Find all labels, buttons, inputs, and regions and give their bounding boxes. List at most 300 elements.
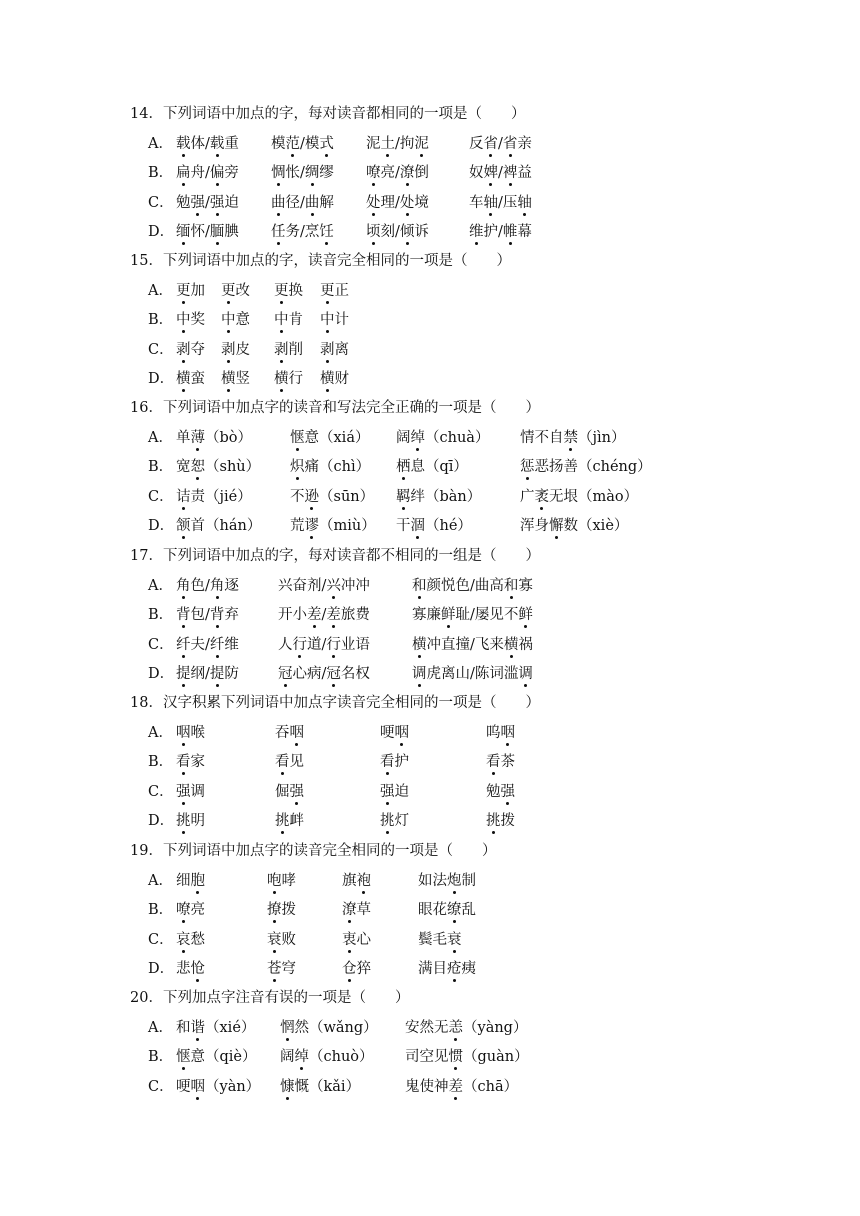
question-stem: 16．下列词语中加点字的读音和写法完全正确的一项是（ ） bbox=[130, 400, 540, 416]
term-text: 维 bbox=[224, 636, 239, 653]
option-term bbox=[412, 664, 533, 684]
term-text: 制 bbox=[461, 872, 476, 889]
dotted-char: 兴 bbox=[326, 577, 341, 594]
option-row[interactable] bbox=[148, 635, 848, 655]
dotted-char: 嘹 bbox=[366, 165, 381, 181]
option-term bbox=[280, 1077, 360, 1097]
option-term bbox=[176, 1077, 260, 1097]
option-row[interactable] bbox=[148, 134, 848, 154]
term-text: 缪 bbox=[319, 165, 334, 181]
option-term bbox=[176, 134, 239, 154]
dotted-char: 曲 bbox=[271, 194, 286, 211]
dotted-char: 咽 bbox=[176, 724, 191, 741]
term-text: 腆 bbox=[224, 224, 239, 240]
term-text: 阔 bbox=[280, 1049, 295, 1065]
term-text: 意（qiè） bbox=[190, 1049, 257, 1065]
question-stem: 14．下列词语中加点的字，每对读音都相同的一项是（ ） bbox=[130, 106, 526, 122]
term-text: 广 bbox=[520, 488, 535, 505]
option-term bbox=[469, 222, 532, 242]
dotted-char: 嘹 bbox=[176, 902, 191, 918]
term-text: （chuò） bbox=[309, 1049, 374, 1065]
option-term bbox=[320, 369, 349, 389]
term-text: 道/ bbox=[307, 636, 327, 653]
term-text: 旗 bbox=[342, 872, 357, 889]
option-term bbox=[176, 900, 205, 920]
option-term bbox=[290, 516, 376, 536]
option-term bbox=[405, 1077, 518, 1097]
term-text: 刻/ bbox=[380, 224, 400, 240]
option-term bbox=[412, 635, 533, 655]
term-text: 绊（bàn） bbox=[410, 488, 482, 505]
dotted-char: 挑 bbox=[176, 813, 191, 829]
option-term bbox=[267, 959, 296, 979]
option-label: A． bbox=[148, 282, 173, 299]
dotted-char: 背 bbox=[176, 607, 191, 623]
option-term bbox=[280, 1018, 378, 1038]
dotted-char: 逊 bbox=[304, 488, 319, 505]
option-row[interactable] bbox=[148, 1047, 848, 1067]
dotted-char: 横 bbox=[176, 371, 191, 387]
option-term bbox=[320, 340, 349, 360]
term-text: 责（jié） bbox=[190, 488, 252, 505]
term-text: 体/ bbox=[190, 135, 210, 152]
dotted-char: 差 bbox=[307, 607, 322, 623]
dotted-char: 缭 bbox=[447, 902, 462, 918]
option-label: B． bbox=[148, 165, 174, 181]
option-term bbox=[486, 723, 515, 743]
term-text: /模 bbox=[300, 135, 320, 152]
option-label: D． bbox=[148, 961, 175, 977]
dotted-char: 衰 bbox=[447, 931, 462, 948]
option-term bbox=[267, 900, 296, 920]
option-term bbox=[418, 930, 462, 950]
dotted-char: 角 bbox=[209, 577, 225, 594]
dotted-char: 哀 bbox=[176, 931, 191, 948]
dotted-char: 腼 bbox=[209, 224, 225, 240]
dotted-char: 绰 bbox=[410, 429, 425, 446]
term-text: 意（xiá） bbox=[304, 429, 370, 446]
term-text: 痛（chì） bbox=[304, 459, 371, 475]
term-text: 重 bbox=[224, 135, 239, 152]
option-row[interactable] bbox=[148, 457, 848, 477]
dotted-char: 泥 bbox=[414, 135, 429, 152]
term-text: （sūn） bbox=[319, 488, 375, 505]
term-text: 离 bbox=[334, 341, 349, 358]
term-text: 浑身 bbox=[520, 518, 549, 534]
dotted-char: 纤 bbox=[176, 636, 191, 653]
option-row[interactable] bbox=[148, 752, 848, 772]
term-text: 怀/ bbox=[190, 224, 210, 240]
option-row[interactable] bbox=[148, 605, 848, 625]
dotted-char: 横 bbox=[221, 371, 236, 387]
option-term bbox=[405, 1018, 527, 1038]
term-text: /拘 bbox=[395, 135, 415, 152]
dotted-char: 潦 bbox=[342, 902, 357, 918]
option-term bbox=[176, 576, 239, 596]
dotted-char: 炮 bbox=[447, 872, 462, 889]
dotted-char: 倾 bbox=[399, 224, 415, 240]
option-term bbox=[418, 900, 476, 920]
option-label: D． bbox=[148, 224, 175, 240]
option-term bbox=[520, 457, 652, 477]
dotted-char: 咽 bbox=[500, 724, 515, 741]
option-term bbox=[278, 635, 370, 655]
term-text: 肯 bbox=[288, 312, 303, 328]
option-term bbox=[267, 930, 296, 950]
dotted-char: 惆 bbox=[271, 165, 286, 181]
dotted-char: 颔 bbox=[176, 518, 191, 534]
option-term bbox=[520, 428, 625, 448]
option-row[interactable] bbox=[148, 871, 848, 891]
option-term bbox=[412, 605, 533, 625]
term-text: 祸 bbox=[518, 636, 533, 653]
term-text: 和 bbox=[176, 1019, 191, 1036]
option-term bbox=[280, 1047, 374, 1067]
term-text: 行 bbox=[288, 371, 303, 387]
dotted-char: 鲜 bbox=[441, 607, 456, 623]
term-text: 皮 bbox=[235, 341, 250, 358]
dotted-char: 谐 bbox=[190, 1019, 205, 1036]
option-term bbox=[486, 752, 515, 772]
option-label: C． bbox=[148, 194, 174, 211]
option-term bbox=[290, 457, 370, 477]
term-text: 耻/屡见不 bbox=[455, 607, 519, 623]
option-term bbox=[275, 782, 304, 802]
dotted-char: 惩 bbox=[520, 459, 535, 475]
option-row[interactable] bbox=[148, 1077, 848, 1097]
dotted-char: 咽 bbox=[289, 724, 304, 741]
option-row[interactable] bbox=[148, 782, 848, 802]
term-text: 虎离山/陈词滥 bbox=[426, 666, 519, 682]
dotted-char: 纤 bbox=[209, 636, 225, 653]
term-text: 眼花 bbox=[418, 902, 447, 918]
option-term bbox=[221, 281, 250, 301]
option-term bbox=[396, 457, 468, 477]
dotted-char: 帷 bbox=[502, 224, 518, 240]
term-text: 迫 bbox=[224, 194, 239, 211]
option-term bbox=[176, 959, 205, 979]
option-row[interactable] bbox=[148, 163, 848, 183]
term-text: 不 bbox=[290, 488, 305, 505]
dotted-char: 中 bbox=[221, 312, 236, 328]
dotted-char: 惬 bbox=[176, 1049, 191, 1065]
dotted-char: 处 bbox=[366, 194, 381, 211]
term-text: （miù） bbox=[319, 518, 376, 534]
option-row[interactable] bbox=[148, 1018, 848, 1038]
option-row[interactable] bbox=[148, 516, 848, 536]
option-term bbox=[176, 193, 239, 213]
term-text: 勉 bbox=[486, 783, 501, 800]
term-text: 护 bbox=[394, 754, 409, 770]
dotted-char: 婢 bbox=[483, 165, 498, 181]
option-term bbox=[342, 900, 371, 920]
dotted-char: 疮 bbox=[447, 961, 462, 977]
term-text: 模 bbox=[271, 135, 286, 152]
term-text: 哮 bbox=[281, 872, 296, 889]
option-term bbox=[176, 222, 239, 242]
dotted-char: 惯 bbox=[448, 1049, 463, 1065]
option-label: A． bbox=[148, 429, 173, 446]
option-row[interactable] bbox=[148, 369, 848, 389]
term-text: 鬓毛 bbox=[418, 931, 447, 948]
term-text: 开小 bbox=[278, 607, 307, 623]
dotted-char: 更 bbox=[176, 282, 191, 299]
term-text: 冲直撞/飞来 bbox=[426, 636, 504, 653]
term-text: 喉 bbox=[190, 724, 205, 741]
option-term bbox=[271, 222, 334, 242]
dotted-char: 角 bbox=[176, 577, 191, 594]
dotted-char: 载 bbox=[209, 135, 225, 152]
option-label: C． bbox=[148, 341, 174, 358]
dotted-char: 冠 bbox=[278, 666, 293, 682]
option-term bbox=[274, 281, 303, 301]
dotted-char: 范 bbox=[285, 135, 300, 152]
dotted-char: 看 bbox=[275, 754, 290, 770]
option-label: C． bbox=[148, 1078, 174, 1095]
dotted-char: 强 bbox=[500, 783, 515, 800]
dotted-char: 咆 bbox=[267, 872, 282, 889]
term-text: 宽 bbox=[176, 459, 191, 475]
term-text: 夫/ bbox=[190, 636, 210, 653]
option-term bbox=[176, 871, 205, 891]
term-text: 计 bbox=[334, 312, 349, 328]
term-text: 蛮 bbox=[190, 371, 205, 387]
option-term bbox=[271, 163, 334, 183]
term-text: / bbox=[498, 135, 503, 152]
option-term bbox=[271, 134, 334, 154]
option-label: D． bbox=[148, 666, 175, 682]
term-text: 正 bbox=[334, 282, 349, 299]
term-text: 弃 bbox=[224, 607, 239, 623]
term-text: 哽 bbox=[176, 1078, 191, 1095]
term-text: 兴奋剂/ bbox=[278, 577, 327, 594]
option-term bbox=[275, 811, 304, 831]
term-text: 细 bbox=[176, 872, 191, 889]
dotted-char: 惬 bbox=[290, 429, 305, 446]
option-row[interactable] bbox=[148, 310, 848, 330]
dotted-char: 提 bbox=[176, 666, 191, 682]
option-label: A． bbox=[148, 577, 173, 594]
dotted-char: 炽 bbox=[290, 459, 305, 475]
term-text: 护/ bbox=[483, 224, 503, 240]
option-term bbox=[176, 340, 205, 360]
term-text: 慨（kǎi） bbox=[294, 1078, 361, 1095]
dotted-char: 挑 bbox=[380, 813, 395, 829]
option-term bbox=[380, 782, 409, 802]
option-term bbox=[274, 340, 303, 360]
term-text: 色/ bbox=[190, 577, 210, 594]
option-term bbox=[520, 487, 638, 507]
term-text: 调 bbox=[190, 783, 205, 800]
option-term bbox=[176, 605, 239, 625]
term-text: 衅 bbox=[289, 813, 304, 829]
term-text: （hé） bbox=[425, 518, 472, 534]
option-row[interactable] bbox=[148, 340, 848, 360]
term-text: 人 bbox=[278, 636, 293, 653]
option-row[interactable] bbox=[148, 723, 848, 743]
option-label: D． bbox=[148, 813, 175, 829]
term-text: 息（qī） bbox=[410, 459, 468, 475]
term-text: 泥 bbox=[366, 135, 381, 152]
term-text: 包/ bbox=[190, 607, 210, 623]
term-text: 亮 bbox=[190, 902, 205, 918]
option-row[interactable] bbox=[148, 487, 848, 507]
term-text: 满目 bbox=[418, 961, 447, 977]
option-term bbox=[176, 811, 205, 831]
term-text: 如法 bbox=[418, 872, 447, 889]
term-text: 败 bbox=[281, 931, 296, 948]
option-term bbox=[176, 516, 261, 536]
term-text: 干 bbox=[396, 518, 411, 534]
term-text: 舟/ bbox=[190, 165, 210, 181]
dotted-char: 栖 bbox=[396, 459, 411, 475]
term-text: / bbox=[321, 607, 327, 623]
term-text: 单 bbox=[176, 429, 191, 446]
term-text: 财 bbox=[334, 371, 349, 387]
option-term bbox=[320, 310, 349, 330]
dotted-char: 羁 bbox=[396, 488, 411, 505]
option-row[interactable] bbox=[148, 959, 848, 979]
term-text: 削 bbox=[288, 341, 303, 358]
dotted-char: 仓 bbox=[342, 961, 357, 977]
dotted-char: 和 bbox=[412, 577, 427, 594]
dotted-char: 背 bbox=[209, 607, 225, 623]
dotted-char: 土 bbox=[380, 135, 395, 152]
term-text: 境 bbox=[414, 194, 429, 211]
term-text: （chā） bbox=[463, 1078, 519, 1095]
dotted-char: 提 bbox=[209, 666, 225, 682]
option-term bbox=[176, 752, 205, 772]
term-text: （xié） bbox=[205, 1019, 256, 1036]
question-stem: 17．下列词语中加点的字，每对读音都不相同的一组是（ ） bbox=[130, 548, 540, 564]
dotted-char: 曲 bbox=[304, 194, 320, 211]
option-row[interactable] bbox=[148, 664, 848, 684]
dotted-char: 剥 bbox=[221, 341, 236, 358]
option-row[interactable] bbox=[148, 811, 848, 831]
dotted-char: 看 bbox=[176, 754, 191, 770]
option-row[interactable] bbox=[148, 222, 848, 242]
term-text: 务/烹 bbox=[285, 224, 320, 240]
dotted-char: 轴 bbox=[517, 194, 532, 211]
option-term bbox=[486, 811, 515, 831]
option-label: A． bbox=[148, 724, 173, 741]
option-term bbox=[520, 516, 628, 536]
term-text: 痍 bbox=[461, 961, 476, 977]
dotted-char: 省 bbox=[483, 135, 498, 152]
option-row[interactable] bbox=[148, 281, 848, 301]
option-term bbox=[274, 369, 303, 389]
option-term bbox=[342, 959, 371, 979]
term-text: 颜悦色/曲高 bbox=[426, 577, 504, 594]
dotted-char: 饪 bbox=[319, 224, 334, 240]
term-text: 草 bbox=[356, 902, 371, 918]
dotted-char: 惘 bbox=[280, 1019, 295, 1036]
option-term bbox=[221, 340, 250, 360]
option-term bbox=[278, 605, 370, 625]
dotted-char: 懈 bbox=[549, 518, 564, 534]
question-stem: 20．下列加点字注音有误的一项是（ ） bbox=[130, 990, 410, 1006]
term-text: 情不自 bbox=[520, 429, 564, 446]
dotted-char: 更 bbox=[274, 282, 289, 299]
term-text: （shù） bbox=[205, 459, 261, 475]
dotted-char: 行 bbox=[326, 636, 341, 653]
option-label: B． bbox=[148, 754, 174, 770]
term-text: 迫 bbox=[394, 783, 409, 800]
term-text: 改 bbox=[235, 282, 250, 299]
option-row[interactable] bbox=[148, 900, 848, 920]
term-text: 首（hán） bbox=[190, 518, 262, 534]
dotted-char: 挑 bbox=[275, 813, 290, 829]
dotted-char: 强 bbox=[289, 783, 304, 800]
option-label: A． bbox=[148, 1019, 173, 1036]
dotted-char: 横 bbox=[320, 371, 335, 387]
term-text: 意 bbox=[235, 312, 250, 328]
dotted-char: 调 bbox=[518, 666, 533, 682]
term-text: / bbox=[498, 165, 503, 181]
dotted-char: 任 bbox=[271, 224, 286, 240]
dotted-char: 袤 bbox=[534, 488, 549, 505]
term-text: /压 bbox=[498, 194, 518, 211]
term-text: 防 bbox=[224, 666, 239, 682]
term-text: 明 bbox=[190, 813, 205, 829]
option-row[interactable] bbox=[148, 428, 848, 448]
option-row[interactable] bbox=[148, 576, 848, 596]
option-term bbox=[176, 1018, 255, 1038]
term-text: 亲 bbox=[517, 135, 532, 152]
dotted-char: 差 bbox=[326, 607, 341, 623]
term-text: 车 bbox=[469, 194, 484, 211]
dotted-char: 怆 bbox=[190, 961, 205, 977]
term-text: 阔 bbox=[396, 429, 411, 446]
term-text: 幕 bbox=[517, 224, 532, 240]
term-text: 逐 bbox=[224, 577, 239, 594]
option-label: C． bbox=[148, 488, 174, 505]
term-text: 茶 bbox=[500, 754, 515, 770]
term-text: 反 bbox=[469, 135, 484, 152]
term-text: 呜 bbox=[486, 724, 501, 741]
option-term bbox=[418, 959, 476, 979]
option-term bbox=[366, 222, 429, 242]
term-text: 奴 bbox=[469, 165, 484, 181]
option-term bbox=[486, 782, 515, 802]
dotted-char: 中 bbox=[320, 312, 335, 328]
option-row[interactable] bbox=[148, 930, 848, 950]
option-term bbox=[366, 163, 429, 183]
option-term bbox=[176, 487, 252, 507]
option-term bbox=[396, 516, 472, 536]
option-term bbox=[274, 310, 303, 330]
dotted-char: 更 bbox=[320, 282, 335, 299]
term-text: 无垠（mào） bbox=[549, 488, 639, 505]
term-text: 拨 bbox=[500, 813, 515, 829]
dotted-char: 维 bbox=[469, 224, 484, 240]
term-text: 哽 bbox=[380, 724, 395, 741]
term-text: 心病/ bbox=[292, 666, 327, 682]
term-text: 悲 bbox=[176, 961, 191, 977]
term-text: 拨 bbox=[281, 902, 296, 918]
term-text: 然（wǎng） bbox=[294, 1019, 378, 1036]
option-label: A． bbox=[148, 135, 173, 152]
dotted-char: 恕 bbox=[190, 459, 205, 475]
dotted-char: 胞 bbox=[190, 872, 205, 889]
term-text: 解 bbox=[319, 194, 334, 211]
dotted-char: 载 bbox=[176, 135, 191, 152]
option-term bbox=[380, 752, 409, 772]
option-label: D． bbox=[148, 518, 175, 534]
option-row[interactable] bbox=[148, 193, 848, 213]
dotted-char: 潦 bbox=[399, 165, 415, 181]
option-term bbox=[267, 871, 296, 891]
